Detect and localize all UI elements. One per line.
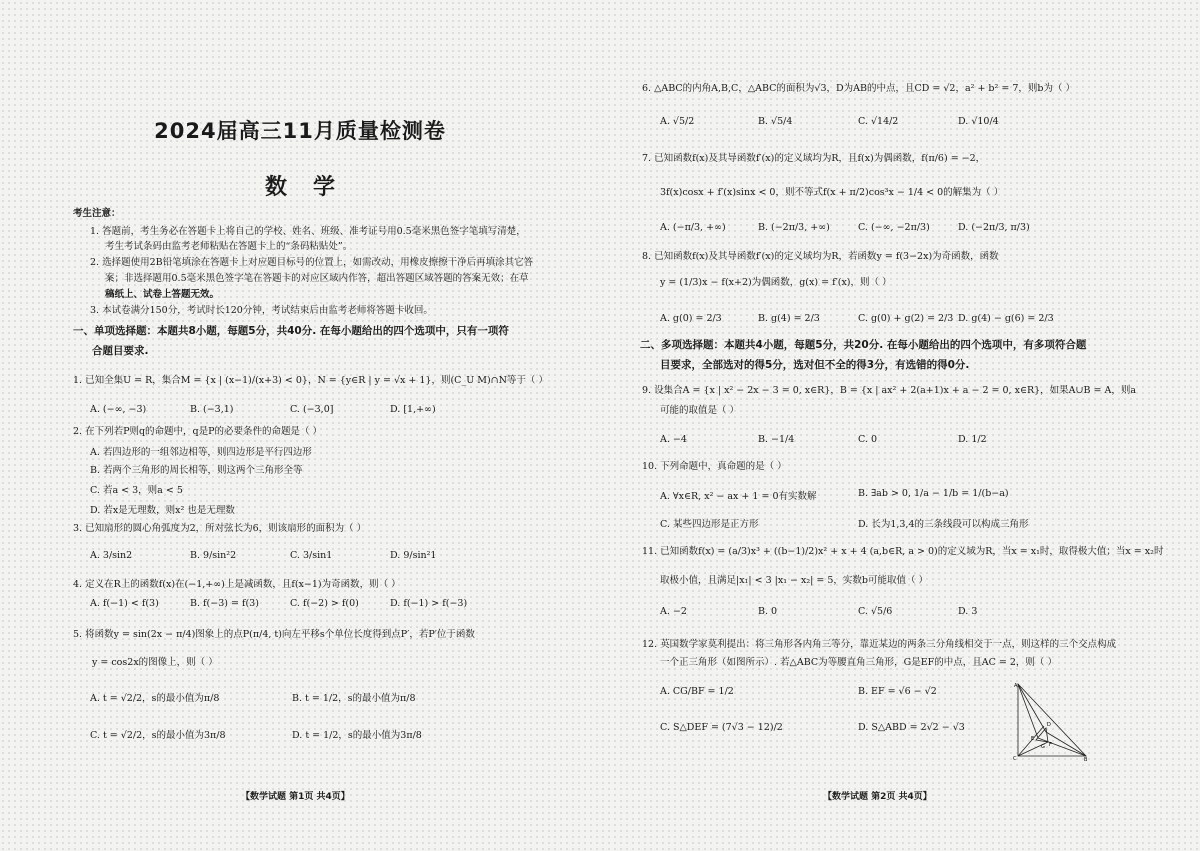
question-9: 9. 设集合A = {x | x² − 2x − 3 = 0, x∈R}，B = {x | ax² + 2(a+1)x + a − 2 = 0, x∈R}，如果A∪B = A，则a: [642, 385, 1137, 396]
label-g: G: [1041, 744, 1045, 750]
page-footer: 【数学试题 第2页 共4页】: [823, 792, 932, 802]
question-5: 5. 将函数y = sin(2x − π/4)图象上的点P(π/4, t)向左平移s个单位长度得到点P′，若P′位于函数: [73, 629, 475, 640]
label-c: C: [1013, 756, 1017, 762]
question-5-cont: y = cos2x的图像上，则（ ）: [92, 657, 218, 668]
label-f: F: [1049, 742, 1052, 748]
label-a: A: [1014, 683, 1018, 689]
section-title: 二、多项选择题：本题共4小题，每题5分，共20分. 在每小题给出的四个选项中，有多项符合题: [640, 339, 1087, 351]
label-b: B: [1084, 757, 1088, 762]
option: D. f(−1) > f(−3): [390, 598, 468, 609]
option: B. √5/4: [758, 116, 793, 127]
question-10: 10. 下列命题中，真命题的是（ ）: [642, 461, 787, 472]
page-footer: 【数学试题 第1页 共4页】: [241, 792, 350, 802]
section-title: 一、单项选择题：本题共8小题，每题5分，共40分. 在每小题给出的四个选项中，只有一项符: [73, 325, 509, 337]
option: A. t = √2/2，s的最小值为π/8: [90, 693, 220, 704]
option: D. [1,+∞): [390, 404, 436, 415]
section-title: 目要求，全部选对的得5分，选对但不全的得3分，有选错的得0分.: [660, 359, 970, 371]
option: D. 1/2: [958, 434, 987, 445]
label-e: E: [1031, 736, 1035, 742]
notice-line: 案；非选择题用0.5毫米黑色签字笔在答题卡的对应区域内作答，超出答题区域答题的答案无效；在草: [105, 273, 529, 284]
notice-line: 2. 选择题使用2B铅笔填涂在答题卡上对应题目标号的位置上，如需改动，用橡皮擦擦干净后再填涂其它答: [90, 257, 534, 268]
question-8-cont: y = (1/3)x − f(x+2)为偶函数，g(x) = f′(x)，则（ ）: [660, 277, 892, 288]
question-6: 6. △ABC的内角A,B,C，△ABC的面积为√3，D为AB的中点，且CD = √2，a² + b² = 7，则b为（ ）: [642, 83, 1075, 94]
option: C. √5/6: [858, 606, 893, 617]
option: A. CG/BF = 1/2: [660, 686, 734, 697]
option: B. 9/sin²2: [190, 550, 237, 561]
question-2: 2. 在下列若P则q的命题中，q是P的必要条件的命题是（ ）: [73, 426, 323, 437]
option: D. 若x是无理数，则x² 也是无理数: [90, 505, 235, 516]
notice-line: 1. 答题前，考生务必在答题卡上将自己的学校、姓名、班级、准考证号用0.5毫米黑色签字笔填写清楚，: [90, 226, 526, 237]
page-2: [600, 0, 1200, 851]
question-1: 1. 已知全集U = R，集合M = {x | (x−1)/(x+3) < 0}，N = {y∈R | y = √x + 1}，则(C_U M)∩N等于（ ）: [73, 375, 548, 386]
option: D. t = 1/2，s的最小值为3π/8: [292, 730, 422, 741]
option: C. 某些四边形是正方形: [660, 519, 759, 530]
notice-line: 考生考试条码由监考老师粘贴在答题卡上的“条码粘贴处”。: [105, 241, 353, 252]
section-title: 合题目要求.: [92, 345, 149, 357]
notice-line: 稿纸上、试卷上答题无效。: [105, 289, 220, 300]
option: B. f(−3) = f(3): [190, 598, 259, 609]
option: A. (−∞, −3): [90, 404, 147, 415]
option: D. (−2π/3, π/3): [958, 222, 1030, 233]
option: C. 3/sin1: [290, 550, 333, 561]
option: A. 3/sin2: [90, 550, 133, 561]
option: D. g(4) − g(6) = 2/3: [958, 313, 1054, 324]
option: C. 0: [858, 434, 878, 445]
question-12-cont: 一个正三角形（如图所示）. 若△ABC为等腰直角三角形，G是EF的中点，且AC = 2，则（ ）: [660, 657, 1057, 668]
question-8: 8. 已知函数f(x)及其导函数f′(x)的定义域均为R，若函数y = f(3−2x)为奇函数，函数: [642, 251, 999, 262]
question-4: 4. 定义在R上的函数f(x)在(−1,+∞)上是减函数，且f(x−1)为奇函数，则（ ）: [73, 579, 401, 590]
option: B. (−3,1): [190, 404, 234, 415]
question-12: 12. 英国数学家莫利提出：将三角形各内角三等分，靠近某边的两条三分角线相交于一点，则这样的三个交点构成: [642, 639, 1117, 650]
option: D. S△ABD = 2√2 − √3: [858, 722, 965, 733]
option: C. g(0) + g(2) = 2/3: [858, 313, 954, 324]
option: D. 长为1,3,4的三条线段可以构成三角形: [858, 519, 1029, 530]
option: A. √5/2: [660, 116, 695, 127]
option: B. 0: [758, 606, 778, 617]
option: A. (−π/3, +∞): [660, 222, 726, 233]
option: B. g(4) = 2/3: [758, 313, 820, 324]
triangle-abc: [1018, 684, 1086, 756]
option: D. √10/4: [958, 116, 999, 127]
exam-title: 2024届高三11月质量检测卷: [154, 119, 446, 143]
option: C. (−∞, −2π/3): [858, 222, 930, 233]
option: C. 若a < 3，则a < 5: [90, 485, 183, 496]
option: A. f(−1) < f(3): [90, 598, 159, 609]
option: C. t = √2/2，s的最小值为3π/8: [90, 730, 226, 741]
option: B. −1/4: [758, 434, 795, 445]
question-3: 3. 已知扇形的圆心角弧度为2，所对弦长为6，则该扇形的面积为（ ）: [73, 523, 367, 534]
option: B. EF = √6 − √2: [858, 686, 937, 697]
notice-line: 3. 本试卷满分150分，考试时长120分钟，考试结束后由监考老师将答题卡收回。: [90, 305, 433, 316]
question-11-cont: 取极小值，且满足|x₁| < 3 |x₁ − x₂| = 5，实数b可能取值（ ）: [660, 575, 929, 586]
option: C. f(−2) > f(0): [290, 598, 359, 609]
label-d: D: [1047, 722, 1051, 728]
option: C. √14/2: [858, 116, 899, 127]
subject-title: 数学: [264, 175, 361, 200]
option: C. (−3,0]: [290, 404, 334, 415]
option: A. −2: [660, 606, 687, 617]
question-7: 7. 已知函数f(x)及其导函数f′(x)的定义域均为R，且f(x)为偶函数，f(π/6) = −2，: [642, 153, 986, 164]
option: D. 3: [958, 606, 978, 617]
option: A. −4: [660, 434, 687, 445]
option: B. (−2π/3, +∞): [758, 222, 830, 233]
question-11: 11. 已知函数f(x) = (a/3)x³ + ((b−1)/2)x² + x + 4 (a,b∈R, a > 0)的定义域为R，当x = x₁时，取得极大值；当x = x₂时: [642, 546, 1164, 557]
option: B. t = 1/2，s的最小值为π/8: [292, 693, 416, 704]
option: B. 若两个三角形的周长相等，则这两个三角形全等: [90, 465, 303, 476]
question-7-cont: 3f(x)cosx + f′(x)sinx < 0，则不等式f(x + π/2)cos³x − 1/4 < 0的解集为（ ）: [660, 187, 1004, 198]
morley-triangle-figure: [1010, 680, 1090, 762]
option: D. 9/sin²1: [390, 550, 437, 561]
notice-title: 考生注意：: [73, 208, 121, 219]
option: B. ∃ab > 0, 1/a − 1/b = 1/(b−a): [858, 488, 1009, 499]
question-9-cont: 可能的取值是（ ）: [660, 405, 740, 416]
option: A. 若四边形的一组邻边相等，则四边形是平行四边形: [90, 447, 312, 458]
option: A. g(0) = 2/3: [660, 313, 722, 324]
option: C. S△DEF = (7√3 − 12)/2: [660, 722, 783, 733]
option: A. ∀x∈R, x² − ax + 1 = 0有实数解: [660, 491, 817, 502]
